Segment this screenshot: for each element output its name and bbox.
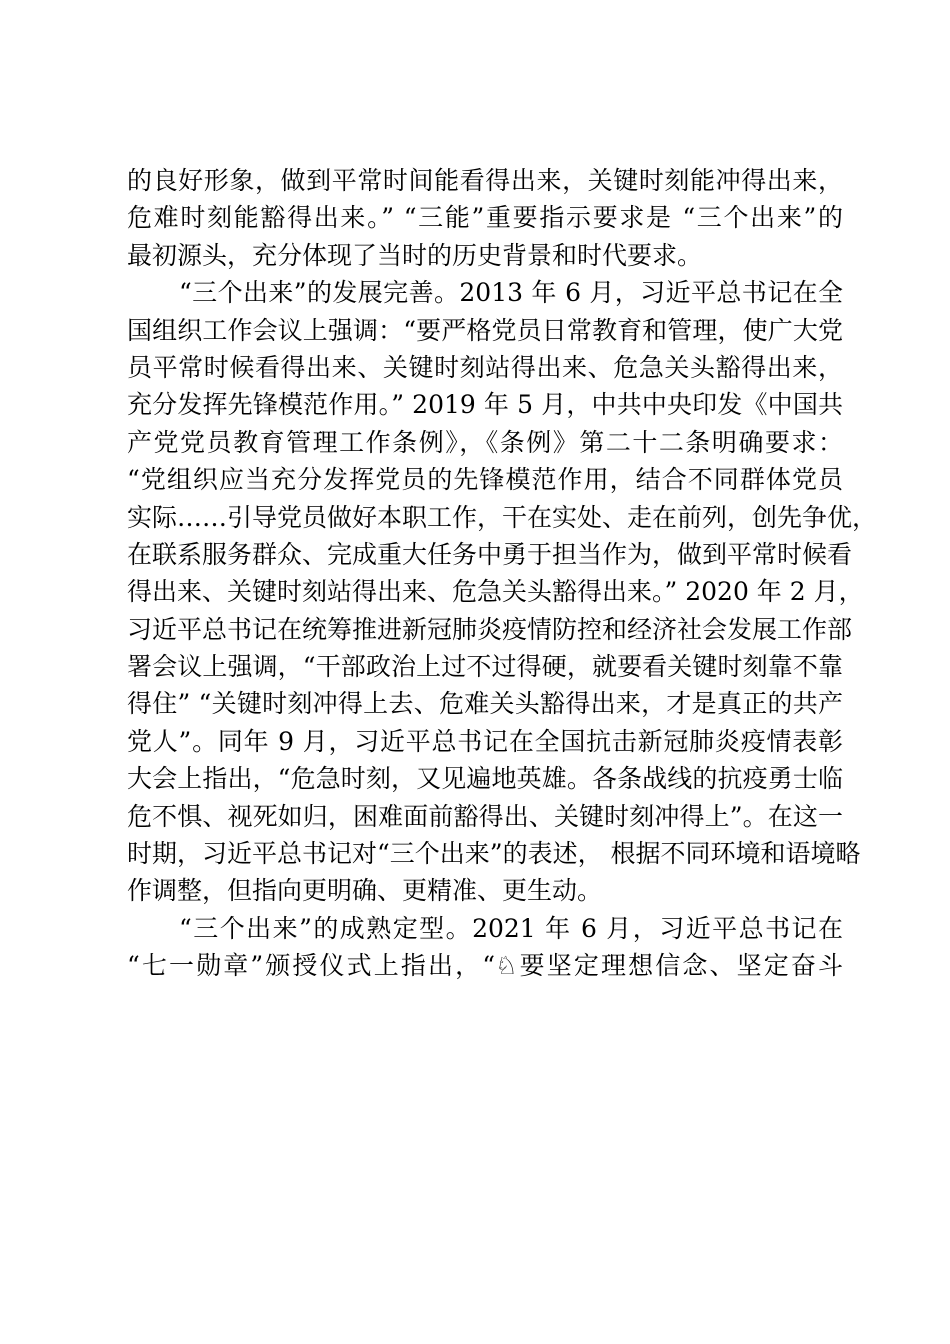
text-line: 危不惧、视死如归，困难面前豁得出、关键时刻冲得上”。在这一 bbox=[127, 801, 843, 831]
text-line: 危难时刻能豁得出来。” “三能”重要指示要求是 “三个出来”的 bbox=[127, 203, 843, 233]
paragraph-start-line: “三个出来”的发展完善。2013 年 6 月，习近平总书记在全 bbox=[179, 278, 843, 308]
text-line: 署会议上强调，“干部政治上过不过得硬，就要看关键时刻靠不靠 bbox=[127, 652, 843, 682]
text-line: 党人”。同年 9 月，习近平总书记在全国抗击新冠肺炎疫情表彰 bbox=[127, 726, 843, 756]
text-line: 时期，习近平总书记对“三个出来”的表述， 根据不同环境和语境略 bbox=[127, 839, 861, 869]
text-line: 最初源头，充分体现了当时的历史背景和时代要求。 bbox=[127, 240, 703, 270]
text-line: “七一勋章”颁授仪式上指出，“♘要坚定理想信念、坚定奋斗 bbox=[127, 951, 843, 981]
text-line: 在联系服务群众、完成重大任务中勇于担当作为，做到平常时候看 bbox=[127, 539, 853, 569]
text-line: 充分发挥先锋模范作用。” 2019 年 5 月，中共中央印发《中国共 bbox=[127, 390, 843, 420]
text-line: “党组织应当充分发挥党员的先锋模范作用，结合不同群体党员 bbox=[127, 465, 843, 495]
paragraph-start-line: “三个出来”的成熟定型。2021 年 6 月，习近平总书记在 bbox=[179, 913, 843, 943]
text-line: 大会上指出，“危急时刻，又见遍地英雄。各条战线的抗疫勇士临 bbox=[127, 764, 843, 794]
text-line: 员平常时候看得出来、关键时刻站得出来、危急关头豁得出来， bbox=[127, 352, 843, 382]
text-line: 习近平总书记在统筹推进新冠肺炎疫情防控和经济社会发展工作部 bbox=[127, 614, 853, 644]
text-line: 实际……引导党员做好本职工作，干在实处、走在前列，创先争优， bbox=[127, 502, 878, 532]
text-line: 产党党员教育管理工作条例》，《条例》第二十二条明确要求： bbox=[127, 427, 843, 457]
text-line: 得住” “关键时刻冲得上去、危难关头豁得出来，才是真正的共产 bbox=[127, 689, 843, 719]
text-line: 的良好形象，做到平常时间能看得出来，关键时刻能冲得出来， bbox=[127, 166, 843, 195]
text-line: 国组织工作会议上强调：“要严格党员日常教育和管理，使广大党 bbox=[127, 315, 843, 345]
body-text bbox=[127, 162, 878, 985]
text-line: 作调整，但指向更明确、更精准、更生动。 bbox=[127, 876, 603, 906]
text-line: 得出来、关键时刻站得出来、危急关头豁得出来。” 2020 年 2 月， bbox=[127, 577, 864, 607]
